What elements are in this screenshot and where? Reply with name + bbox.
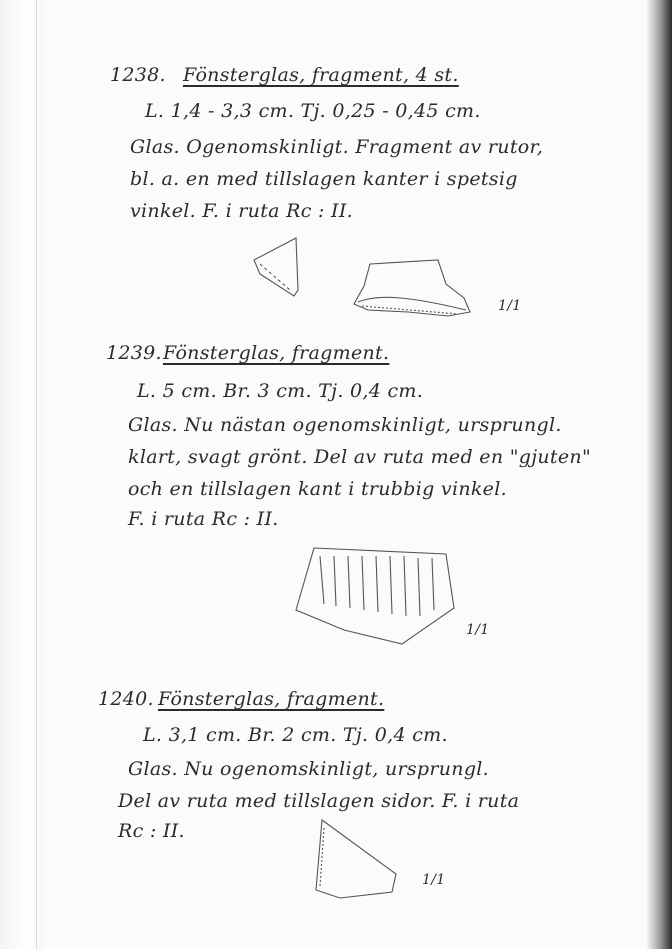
binding-line: [36, 0, 37, 949]
entry-line: Del av ruta med tillslagen sidor. F. i ruta: [118, 790, 520, 812]
entry-title: Fönsterglas, fragment.: [158, 688, 385, 710]
entry-number: 1240.: [98, 688, 154, 710]
entry-line: F. i ruta Rc : II.: [128, 508, 279, 530]
entry-number: 1238.: [110, 64, 166, 86]
entry-line: Glas. Nu nästan ogenomskinligt, ursprungl.: [128, 414, 562, 436]
page-edge-shadow: [646, 0, 672, 949]
entry-line: Glas. Ogenomskinligt. Fragment av rutor,: [130, 136, 544, 158]
entry-line: Rc : II.: [118, 820, 185, 842]
entry-title: Fönsterglas, fragment, 4 st.: [183, 64, 459, 86]
entry-line: och en tillslagen kant i trubbig vinkel.: [128, 478, 507, 500]
scale-note: 1/1: [498, 298, 522, 314]
scale-note: 1/1: [422, 872, 446, 888]
entry-title: Fönsterglas, fragment.: [163, 342, 390, 364]
entry-line: L. 1,4 - 3,3 cm. Tj. 0,25 - 0,45 cm.: [145, 100, 481, 122]
scale-note: 1/1: [466, 622, 490, 638]
glass-fragment-sketch: [290, 544, 460, 648]
entry-line: L. 3,1 cm. Br. 2 cm. Tj. 0,4 cm.: [143, 724, 448, 746]
entry-number: 1239.: [106, 342, 162, 364]
entry-line: bl. a. en med tillslagen kanter i spetsig: [130, 168, 518, 190]
glass-fragment-sketch: [250, 234, 310, 300]
page-binding: [0, 0, 44, 949]
entry-line: vinkel. F. i ruta Rc : II.: [130, 200, 353, 222]
entry-line: Glas. Nu ogenomskinligt, ursprungl.: [128, 758, 490, 780]
glass-fragment-sketch: [348, 254, 478, 324]
entry-line: L. 5 cm. Br. 3 cm. Tj. 0,4 cm.: [137, 380, 424, 402]
entry-line: klart, svagt grönt. Del av ruta med en "gjuten": [128, 446, 591, 468]
glass-fragment-sketch: [310, 816, 404, 902]
